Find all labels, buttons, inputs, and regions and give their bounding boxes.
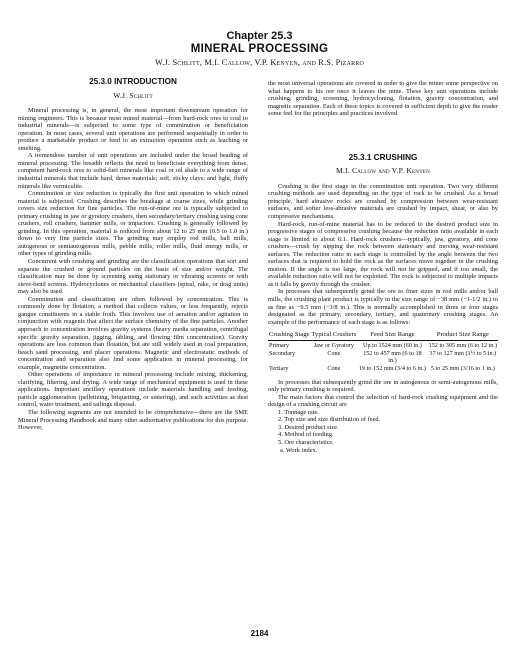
paragraph: Crushing is the first stage in the comminution unit operation. Two very different crushing methods are used depending on the type of rock to be crushed. As a broad principle, hard abrasive rocks are crushed by compression between wear-resistant surfaces, and softer less-abrasive materials are crushed by impact, shear, or also by compressive mechanisms. <box>268 182 498 221</box>
list-item: 4. Method of feeding. <box>278 431 334 439</box>
table-cell: Cone <box>327 349 341 357</box>
table-cell: 152 to 305 mm (6 to 12 in.) <box>428 341 498 349</box>
table-header-row <box>268 331 498 340</box>
paragraph: the most universal operations are covered in order to give the miner some perspective on what happens to his ore once it leaves the mine. These key unit operations include crushing, grinding, screening, hydrocycloning, flotation, gravity concentration, and magnetic separation. Each of these topics is covered in sufficient depth to give the reader some feel for the principles and practices involved. <box>268 80 498 118</box>
table-cell: Secondary <box>269 349 296 357</box>
table-cell: Tertiary <box>269 364 289 372</box>
table-row <box>268 340 498 349</box>
chapter-title: MINERAL PROCESSING <box>190 43 329 55</box>
table-cell: 19 to 152 mm (3/4 to 6 in.) <box>358 364 426 372</box>
table-header: Typical Crushers <box>311 331 357 339</box>
paragraph: Hard-rock, run-of-mine material has to be reduced to the desired product size in progressive stages of compressive crushing because the reduction ratio available in each stage is limited to about 6:1. Hard-rock crushers—typically, jaw, gyratory, and cone crushers—crush by nipping the rock between stationary and moving wear-resistant surfaces. The reduction ratio in each stage is controlled by the angle between the two surfaces that is required to hold the rock as the surfaces move together in the crushing motion. If the angle is too large, the rock will not be gripped, and if too small, the available reduction ratio will not be exploited. The rock is subjected to multiple impacts as it falls by gravity through the crusher. <box>268 220 498 288</box>
list-item: 5. Ore characteristics. <box>278 439 334 446</box>
paragraph: Concurrent with crushing and grinding are the classification operations that sort and separate the crushed or ground particles on the basis of size and/or weight. The classification may be done by screening using stationary or vibrating screens or with sieve-bend screens. Hydrocyclones or mechanical classifiers (spiral, rake, or drag units) may also be used. <box>18 258 248 296</box>
section-byline: M.I. Callow and V.P. Kenyen <box>336 166 430 176</box>
right-column <box>268 80 498 454</box>
table-cell: 152 to 457 mm (6 to 18 in.) <box>363 349 422 364</box>
section-heading-crushing: 25.3.1 CRUSHING <box>348 152 418 162</box>
table-header: Feed Size Range <box>357 331 427 340</box>
paragraph: In processes that subsequently grind the ore to finer sizes in rod mills and/or ball mills, the crushing plant product is typically in the size range of −38 mm (−1-1/2 in.) to as fine as −9.5 mm (−3/8 in.). This is normally accomplished in three or four stages designated as the primary, secondary, tertiary, and quaternary crushing stages. An example of the performance of each stage is as follows: <box>268 288 498 326</box>
chapter-authors: W.J. Schlitt, M.I. Callow, V.P. Kenyen, and R.S. Pizarro <box>154 58 365 67</box>
paragraph: Comminution and classification are often followed by concentration. This is commonly done by flotation, a method that collects values, or less frequently, rejects gangue constituents in a stable froth. This involves use of aeration and/or agitation in conjunction with reagents that affect the surface chemistry of the fine particles. Another approach to concentration involves gravity systems (heavy media separation, centrifugal specific gravity separation, jigging, tabling, and flowing film concentration). Gravity operations are less common than flotation, but are still widely used in coal preparation, beach sand processing, and placer operations. Magnetic and electrostatic methods of concentration and separation also find some application in mineral processing, for example, magnetite concentration. <box>18 295 248 371</box>
list-item: 3. Desired product size. <box>278 423 339 431</box>
crushing-stages-table <box>268 331 498 371</box>
paragraph: In processes that subsequently grind the ore in autogenous or semi-autogenous mills, only primary crushing is required. <box>268 378 498 394</box>
table-cell: Up to 1524 mm (60 in.) <box>363 341 422 349</box>
table-cell: Cone <box>327 364 341 372</box>
paragraph: Other operations of importance in mineral processing include mixing, thickening, clarifying, filtering, and drying. A wide range of mechanical equipment is used in these applications. Important ancillary operations include materials handling and feeding, particle agglomeration (pelletizing, briquetting, or sintering), and such activities as dust control, water treatment, and tailings disposal. <box>18 371 248 409</box>
page-number: 2184 <box>250 629 269 638</box>
paragraph: Comminution or size reduction is typically the first unit operation to which mined material is subjected. Crushing describes the breakage at coarse sizes, while grinding covers size reduction for fine particles. The run-of-mine ore is typically subjected to primary crushing in jaw or gyratory crushers, then secondary/tertiary crushing using cone crushers, roll crushers, hammer mills, or impactors. Crushing is generally followed by grinding. In this operation, material is reduced from about 12 to 25 mm (0.5 to 1.0 in.) down to very fine particle sizes. The grinding may employ rod mills, ball mills, autogenous or semiautogenous mills, pebble mills, roller mills, fluid energy mills, or other types of grinding mills. <box>18 190 248 258</box>
table-row <box>268 364 498 372</box>
paragraph: The following segments are not intended to be comprehensive—there are the SME Mineral Processing Handbook and many other authoritative publications for this purpose. However, <box>18 408 248 432</box>
ore-characteristics-sublist <box>268 447 498 455</box>
section-heading-introduction: 25.3.0 INTRODUCTION <box>89 77 177 86</box>
paragraph: A tremendous number of unit operations are included under the broad heading of mineral processing. The breadth reflects the need to beneficiate everything from dense, competent hard-rock ores to solid-fuel minerals like coal or oil shale to a wide range of industrial minerals that include hard, dense materials; soft, sticky clays; and light, fluffy minerals like vermiculite. <box>18 152 248 190</box>
paragraph: Mineral processing is, in general, the most important downstream operation for mining engineers. This is because most mined material—from hard-rock ores to coal to industrial minerals—is subjected to some type of comminution or beneficiation operation. In most cases, several unit operations are performed sequentially in order to produce a marketable product or feed to an extraction operation such as leaching or smelting. <box>18 107 248 152</box>
chapter-number: Chapter 25.3 <box>226 30 293 42</box>
table-cell: Jaw or Gyratory <box>313 341 354 349</box>
table-header: Crushing Stage <box>269 331 310 339</box>
paragraph: The main factors that control the selection of hard-rock crushing equipment and the design of a crushing circuit are <box>268 393 498 409</box>
table-row <box>268 349 498 364</box>
table-cell: 37 to 127 mm (1½ to 5 in.) <box>429 349 497 357</box>
section-byline: W.J. Schlitt <box>113 90 153 100</box>
table-header: Product Size Range <box>428 331 498 340</box>
selection-factors-list <box>268 409 498 447</box>
chapter-header <box>0 30 519 69</box>
list-item: a. Work index. <box>280 446 318 454</box>
left-column <box>18 78 248 432</box>
list-item: 2. Top size and size distribution of feed. <box>278 416 381 424</box>
list-item: 1. Tonnage rate. <box>278 408 319 416</box>
table-cell: Primary <box>269 341 289 349</box>
table-cell: 5 to 25 mm (3/16 to 1 in.) <box>430 364 495 372</box>
